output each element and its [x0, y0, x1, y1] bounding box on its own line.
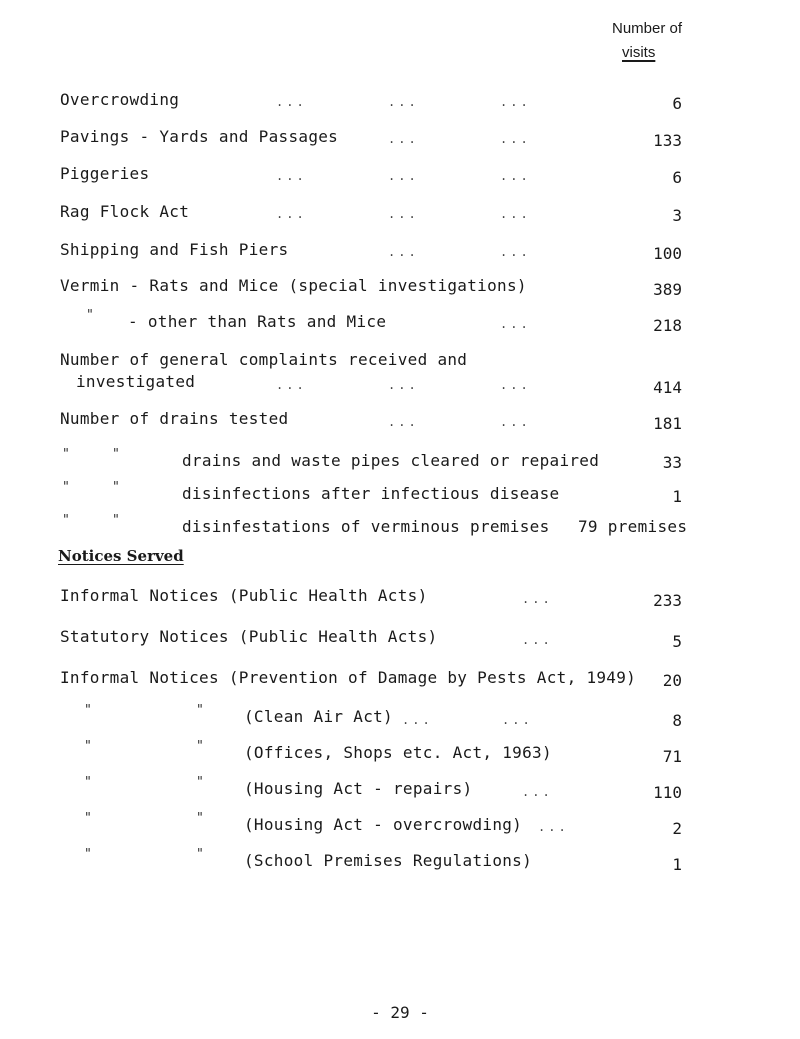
notice-school-label: (School Premises Regulations) — [244, 851, 533, 870]
row-shipping-value: 100 — [653, 244, 682, 263]
ditto-mark: " — [196, 811, 204, 826]
row-rag-flock-value: 3 — [672, 206, 682, 225]
leader-dots: ... — [276, 207, 307, 221]
leader-dots: ... — [500, 245, 531, 259]
leader-dots: ... — [388, 378, 419, 392]
ditto-mark: " — [196, 703, 204, 718]
ditto-mark: " — [62, 480, 70, 495]
row-overcrowding-value: 6 — [672, 94, 682, 113]
notice-housing-overcrowding-label: (Housing Act - overcrowding) — [244, 815, 523, 834]
notice-school-value: 1 — [672, 855, 682, 874]
ditto-mark: " — [112, 447, 120, 462]
notice-clean-air-label: (Clean Air Act) — [244, 707, 393, 726]
leader-dots: ... — [276, 378, 307, 392]
leader-dots: ... — [276, 169, 307, 183]
header-visits: visits — [622, 44, 656, 61]
row-drains-cleared-value: 33 — [662, 453, 682, 472]
notice-housing-overcrowding-value: 2 — [672, 819, 682, 838]
notice-offices-value: 71 — [662, 747, 682, 766]
leader-dots: ... — [522, 633, 553, 647]
notice-informal-pests-value: 20 — [662, 671, 682, 690]
leader-dots: ... — [388, 132, 419, 146]
leader-dots: ... — [502, 713, 533, 727]
page-number: - 29 - — [371, 1003, 429, 1022]
leader-dots: ... — [500, 132, 531, 146]
notice-statutory-pha-label: Statutory Notices (Public Health Acts) — [60, 627, 438, 646]
leader-dots: ... — [500, 95, 531, 109]
leader-dots: ... — [500, 415, 531, 429]
leader-dots: ... — [388, 415, 419, 429]
row-drains-tested-value: 181 — [653, 414, 682, 433]
row-vermin-rats-label: Vermin - Rats and Mice (special investigations) — [60, 276, 527, 295]
row-drains-cleared-label: drains and waste pipes cleared or repaired — [182, 451, 600, 470]
ditto-mark: " — [196, 847, 204, 862]
leader-dots: ... — [500, 207, 531, 221]
leader-dots: ... — [500, 169, 531, 183]
leader-dots: ... — [388, 169, 419, 183]
ditto-mark: " — [112, 513, 120, 528]
notice-offices-label: (Offices, Shops etc. Act, 1963) — [244, 743, 552, 762]
header-number-of: Number of — [612, 20, 683, 37]
ditto-mark: " — [86, 308, 94, 323]
notices-served-heading: Notices Served — [58, 547, 184, 565]
leader-dots: ... — [276, 95, 307, 109]
ditto-mark: " — [196, 775, 204, 790]
ditto-mark: " — [84, 811, 92, 826]
row-disinfections-label: disinfections after infectious disease — [182, 484, 560, 503]
notice-housing-repairs-value: 110 — [653, 783, 682, 802]
row-pavings-value: 133 — [653, 131, 682, 150]
row-complaints-label-line2: investigated — [76, 372, 196, 391]
row-shipping-label: Shipping and Fish Piers — [60, 240, 289, 259]
leader-dots: ... — [388, 245, 419, 259]
row-overcrowding-label: Overcrowding — [60, 90, 180, 109]
row-piggeries-label: Piggeries — [60, 164, 150, 183]
notice-informal-pha-value: 233 — [653, 591, 682, 610]
row-vermin-rats-value: 389 — [653, 280, 682, 299]
notice-housing-repairs-label: (Housing Act - repairs) — [244, 779, 473, 798]
leader-dots: ... — [500, 317, 531, 331]
row-complaints-value: 414 — [653, 378, 682, 397]
leader-dots: ... — [538, 820, 569, 834]
row-piggeries-value: 6 — [672, 168, 682, 187]
leader-dots: ... — [522, 785, 553, 799]
notice-clean-air-value: 8 — [672, 711, 682, 730]
ditto-mark: " — [84, 739, 92, 754]
row-vermin-other-label: - other than Rats and Mice — [128, 312, 387, 331]
notice-statutory-pha-value: 5 — [672, 632, 682, 651]
leader-dots: ... — [402, 713, 433, 727]
row-vermin-other-value: 218 — [653, 316, 682, 335]
leader-dots: ... — [388, 95, 419, 109]
row-pavings-label: Pavings - Yards and Passages — [60, 127, 339, 146]
leader-dots: ... — [388, 207, 419, 221]
row-drains-tested-label: Number of drains tested — [60, 409, 289, 428]
ditto-mark: " — [84, 775, 92, 790]
ditto-mark: " — [84, 703, 92, 718]
ditto-mark: " — [84, 847, 92, 862]
leader-dots: ... — [500, 378, 531, 392]
ditto-mark: " — [196, 739, 204, 754]
row-disinfections-value: 1 — [672, 487, 682, 506]
ditto-mark: " — [62, 513, 70, 528]
row-disinfestations-label: disinfestations of verminous premises — [182, 517, 550, 536]
row-complaints-label-line1: Number of general complaints received and — [60, 350, 468, 369]
ditto-mark: " — [112, 480, 120, 495]
ditto-mark: " — [62, 447, 70, 462]
leader-dots: ... — [522, 592, 553, 606]
row-disinfestations-value: 79 premises — [578, 517, 688, 536]
row-rag-flock-label: Rag Flock Act — [60, 202, 190, 221]
notice-informal-pests-label: Informal Notices (Prevention of Damage by Pests Act, 1949) — [60, 668, 637, 687]
notice-informal-pha-label: Informal Notices (Public Health Acts) — [60, 586, 428, 605]
